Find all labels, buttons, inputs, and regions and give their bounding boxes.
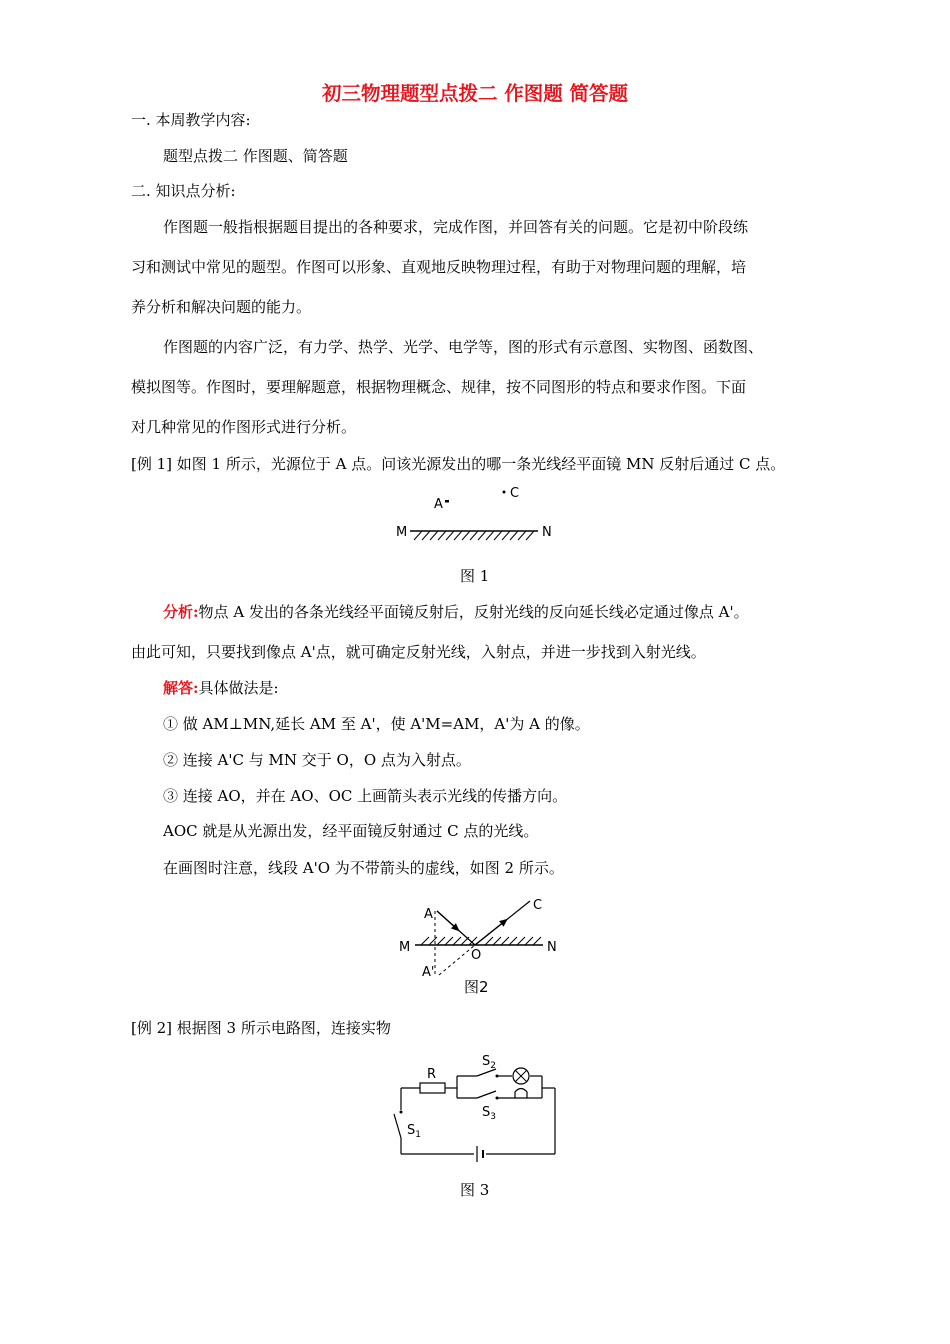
fig3-label-r: R — [427, 1067, 437, 1082]
fig1-label-c: C — [510, 486, 520, 501]
fig3-switch-s3-contact — [496, 1097, 499, 1100]
answer-label: 解答: — [163, 679, 199, 697]
answer-note: 在画图时注意，线段 A'O 为不带箭头的虚线，如图 2 所示。 — [163, 859, 564, 877]
fig1-label-a: A — [434, 497, 443, 512]
fig3-switch-s2-contact — [496, 1075, 499, 1078]
paragraph-line: 作图题的内容广泛，有力学、热学、光学、电学等，图的形式有示意图、实物图、函数图、 — [163, 338, 764, 356]
analysis-text: 物点 A 发出的各条光线经平面镜反射后，反射光线的反向延长线必定通过像点 A'。 — [198, 603, 749, 621]
paragraph-line: 模拟图等。作图时，要理解题意，根据物理概念、规律，按不同图形的特点和要求作图。下面 — [131, 378, 747, 396]
figure-3-circuit — [385, 1050, 565, 1165]
section-heading-1: 一. 本周教学内容: — [131, 111, 251, 129]
fig3-switch-s1-contact — [400, 1111, 403, 1114]
figure-2-caption: 图2 — [464, 978, 489, 996]
fig3-bell — [515, 1089, 527, 1099]
fig3-label-s1: $S_1$ — [407, 1123, 421, 1140]
answer-step: ③ 连接 AO，并在 AO、OC 上画箭头表示光线的传播方向。 — [163, 787, 568, 805]
answer-step: ② 连接 A'C 与 MN 交于 O，O 点为入射点。 — [163, 751, 471, 769]
analysis-label: 分析: — [163, 603, 199, 621]
fig1-label-n: N — [542, 525, 552, 540]
fig1-point-a — [445, 500, 449, 503]
example2-question: [例 2] 根据图 3 所示电路图，连接实物 — [131, 1019, 391, 1037]
fig2-reflected-arrow — [475, 921, 505, 945]
fig2-label-o: O — [471, 948, 482, 963]
figure-2-diagram — [395, 893, 575, 1001]
fig1-point-c — [503, 491, 506, 494]
page-title: 初三物理题型点拨二 作图题 简答题 — [321, 82, 629, 105]
figure-3-caption: 图 3 — [460, 1181, 490, 1199]
fig2-label-m: M — [399, 940, 411, 955]
fig2-label-a: A — [424, 907, 433, 922]
fig2-label-a-prime: A' — [422, 965, 435, 980]
answer-step: ① 做 AM⊥MN,延长 AM 至 A'，使 A'M=AM，A'为 A 的像。 — [163, 715, 590, 733]
paragraph-line: 养分析和解决问题的能力。 — [131, 298, 312, 316]
section-heading-2: 二. 知识点分析: — [131, 182, 236, 200]
fig3-switch-s1-blade — [394, 1114, 401, 1138]
fig1-label-m: M — [396, 525, 408, 540]
fig3-switch-s3-blade — [477, 1091, 496, 1098]
fig2-incident-arrow — [437, 911, 457, 929]
answer-intro: 具体做法是: — [198, 679, 279, 697]
fig2-label-c: C — [533, 898, 543, 913]
fig2-virtual-ray — [439, 945, 475, 975]
answer-conclusion: AOC 就是从光源出发，经平面镜反射通过 C 点的光线。 — [163, 822, 539, 840]
answer-line — [163, 677, 279, 698]
fig1-mirror-hatch — [414, 531, 534, 540]
fig3-label-s3: $S_3$ — [482, 1105, 496, 1122]
fig3-resistor — [420, 1083, 445, 1093]
paragraph-line: 作图题一般指根据题目提出的各种要求，完成作图，并回答有关的问题。它是初中阶段练 — [163, 218, 749, 236]
fig2-mirror-hatch — [421, 937, 541, 945]
fig3-label-s2: $S_2$ — [482, 1054, 496, 1071]
analysis-line-1 — [163, 601, 749, 622]
figure-1-diagram — [390, 482, 560, 544]
section-content-1: 题型点拨二 作图题、简答题 — [163, 147, 348, 165]
example1-question: [例 1] 如图 1 所示，光源位于 A 点。问该光源发出的哪一条光线经平面镜 MN 反射后通过 C 点。 — [131, 455, 786, 473]
paragraph-line: 对几种常见的作图形式进行分析。 — [131, 418, 357, 436]
analysis-line-2: 由此可知，只要找到像点 A'点，就可确定反射光线，入射点，并进一步找到入射光线。 — [131, 643, 706, 661]
figure-1-caption: 图 1 — [460, 567, 490, 585]
paragraph-line: 习和测试中常见的题型。作图可以形象、直观地反映物理过程，有助于对物理问题的理解，培 — [131, 258, 747, 276]
fig2-label-n: N — [547, 940, 557, 955]
